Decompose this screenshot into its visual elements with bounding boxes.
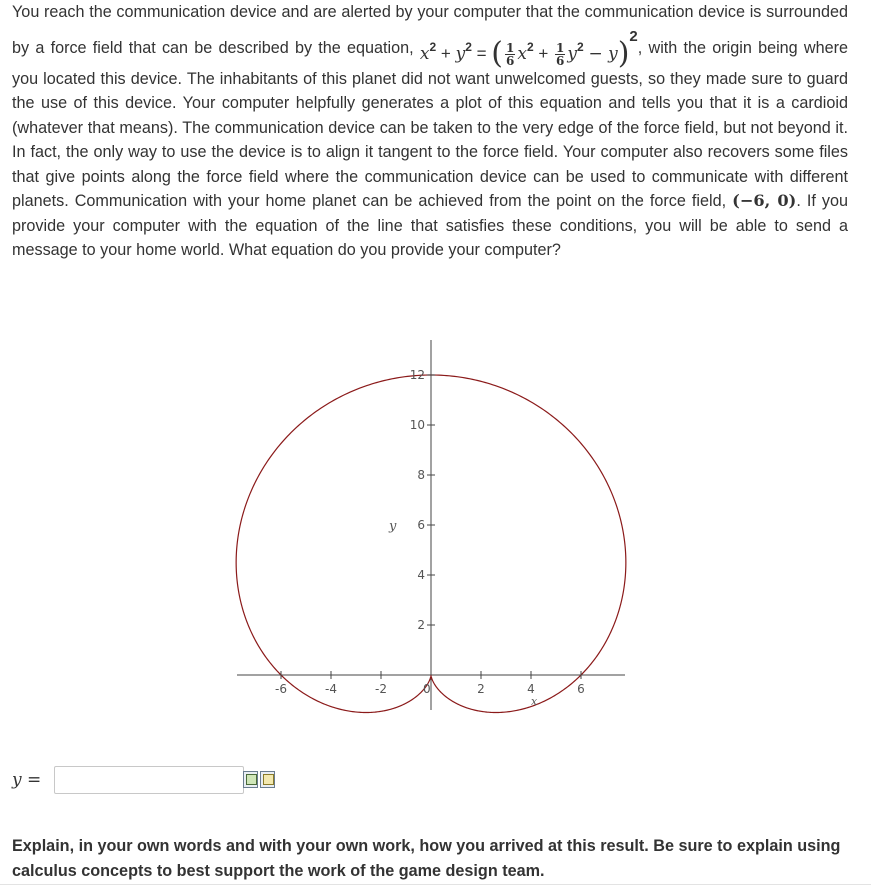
problem-continuation: , with the origin being where you located this device. The inhabitants of this planet did not want unwelcomed guests, so they made sure to guard the use of this device. Your computer helpfully generates a plot of this equation and tells you that it is a cardioid (whatever that means). The communication device can be taken to the very edge of the force field, but not beyond it. In fact, the only way to use the device is to align it tangent to the force field. Your computer also recovers some files that give points along the force field where the communication device can be used to communicate with different planets. Communication with your home planet can be achieved from the point on the force field,: [12, 38, 849, 211]
answer-tools: [243, 771, 275, 788]
x-axis-label: x: [531, 695, 538, 708]
explain-prompt: Explain, in your own words and with your own work, how you arrived at this result. Be sure to explain using calculus concepts to best support the work of the game design team.: [12, 837, 841, 880]
x-tick-label: -6: [275, 682, 287, 696]
x-tick-label: 6: [577, 682, 585, 696]
x-tick-label: -2: [375, 682, 387, 696]
y-tick-label: 8: [417, 468, 425, 482]
y-axis-label: y: [389, 519, 397, 534]
equation-editor-icon[interactable]: [243, 771, 258, 788]
x-tick-label: 0: [423, 682, 431, 696]
answer-row: [12, 766, 312, 796]
force-field-equation: $x^2 + y^2$ = ( $\frac{1}{6}$ $x^2$ + $\frac{1}{6}$ $y^2 - y)2$: [419, 27, 638, 71]
answer-input[interactable]: [54, 766, 244, 794]
home-planet-point: (−6, 0): [732, 191, 797, 211]
x-tick-label: -4: [325, 682, 337, 696]
y-tick-label: 6: [417, 518, 425, 532]
y-tick-label: 10: [409, 418, 425, 432]
x-tick-label: 4: [527, 682, 535, 696]
cardioid-plot: [225, 320, 635, 720]
y-tick-label: 4: [417, 568, 425, 582]
x-tick-label: 2: [477, 682, 485, 696]
answer-label: y =: [12, 770, 42, 790]
symbol-palette-icon[interactable]: [260, 771, 275, 788]
problem-text: [12, 0, 848, 263]
divider: [0, 884, 871, 885]
y-tick-label: 2: [417, 618, 425, 632]
problem-ending: . If you provide your computer with the equation of the line that satisfies these conditions, you will be able to send a message to your home world. What equation do you provide your computer?: [12, 192, 848, 260]
y-tick-label: 12: [409, 368, 425, 382]
problem-intro: You reach the communication device and are alerted by your computer that the communication device is surrounded by a force field that can be described by the equation,: [12, 3, 848, 57]
